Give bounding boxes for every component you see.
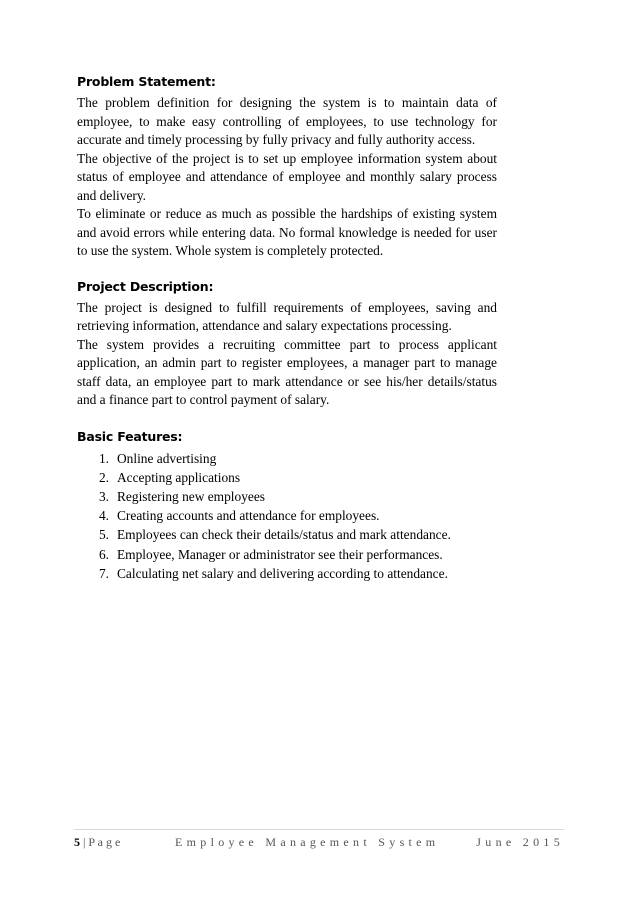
list-item-text: Employees can check their details/status and mark attendance. xyxy=(117,527,451,543)
list-item-text: Online advertising xyxy=(117,450,217,466)
list-item-number: 5. xyxy=(98,527,109,543)
project-paragraph-2: The system provides a recruiting committee part to process applicant application, an admin part to register employees, a manager part to manage staff data, an employee part to mark attendance or see his/her details/status and a finance part to control payment of salary. xyxy=(77,336,497,407)
footer-document-title: Employee Management System xyxy=(175,835,440,849)
problem-statement-heading: Problem Statement: xyxy=(77,74,216,89)
list-item xyxy=(77,487,497,506)
list-item-text: Employee, Manager or administrator see their performances. xyxy=(117,546,443,562)
list-item-number: 4. xyxy=(98,508,109,524)
problem-paragraph-3: To eliminate or reduce as much as possible the hardships of existing system and avoid errors while entering data. No formal knowledge is needed for user to use the system. Whole system is completely protected. xyxy=(77,206,497,258)
list-item xyxy=(77,449,497,468)
list-item xyxy=(77,506,497,525)
list-item-text: Registering new employees xyxy=(117,488,266,504)
list-item-text: Creating accounts and attendance for employees. xyxy=(117,508,380,524)
list-item-number: 7. xyxy=(98,565,109,581)
page-number: 5 xyxy=(74,835,80,849)
project-paragraph-1: The project is designed to fulfill requirements of employees, saving and retrieving information, attendance and salary expectations processing. xyxy=(77,299,497,333)
problem-paragraph-1: The problem definition for designing the system is to maintain data of employee, to make easy controlling of employees, to use technology for accurate and timely processing by fully privacy and fully authority access. xyxy=(77,95,497,147)
list-item-number: 2. xyxy=(98,469,109,485)
project-description-section xyxy=(77,279,497,410)
list-item xyxy=(77,564,497,583)
page-label: | P a g e xyxy=(83,835,121,849)
project-description-heading: Project Description: xyxy=(77,278,214,294)
problem-paragraph-2: The objective of the project is to set up employee information system about status of employee and attendance of employee and monthly salary process and delivery. xyxy=(77,150,497,203)
list-item-number: 1. xyxy=(98,450,109,466)
list-item-text: Calculating net salary and delivering according to attendance. xyxy=(117,565,448,581)
list-item xyxy=(77,525,497,544)
document-body xyxy=(77,74,497,601)
list-item-text: Accepting applications xyxy=(117,469,241,485)
footer-page-number xyxy=(74,834,120,850)
footer-divider xyxy=(74,829,564,830)
list-item xyxy=(77,545,497,564)
list-item-number: 6. xyxy=(98,546,109,562)
basic-features-section xyxy=(77,429,497,583)
list-item-number: 3. xyxy=(98,488,109,504)
page-footer xyxy=(74,834,564,850)
basic-features-heading: Basic Features: xyxy=(77,428,183,444)
footer-date: June 2015 xyxy=(476,835,564,849)
list-item xyxy=(77,468,497,487)
features-list xyxy=(77,449,497,583)
problem-statement-section xyxy=(77,74,497,261)
